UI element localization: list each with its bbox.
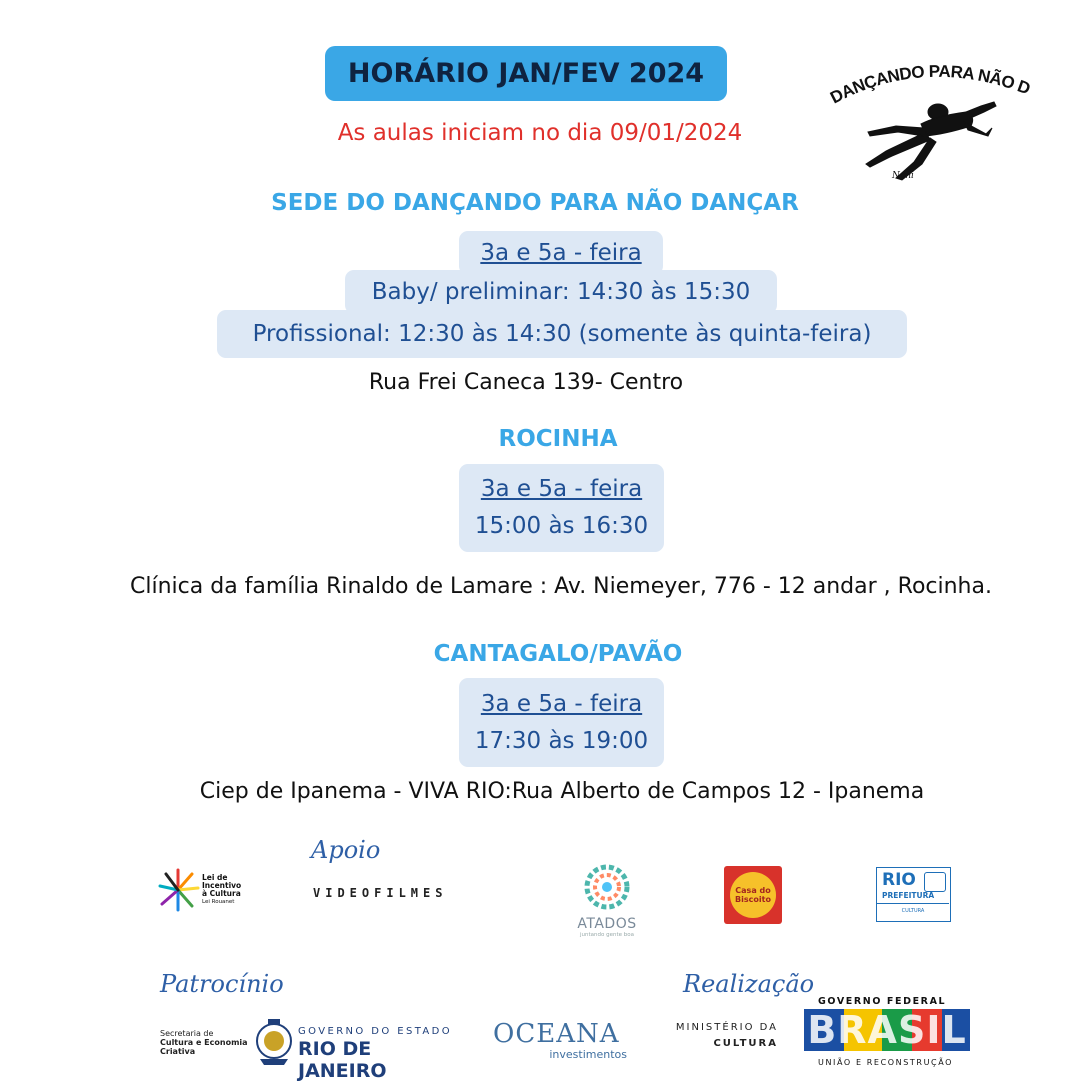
start-date-note: As aulas iniciam no dia 09/01/2024: [337, 120, 743, 146]
svg-text:DANÇANDO PARA NÃO DANÇAR: [826, 36, 1033, 107]
secretaria-text-3: Criativa: [160, 1047, 196, 1056]
lei-text-2: Incentivo: [202, 881, 242, 890]
logo-signature: Nani: [892, 171, 914, 181]
rocinha-time-text: 15:00 às 16:30: [474, 513, 649, 539]
atados-text: ATADOS: [577, 916, 637, 932]
atados-logo: [574, 862, 640, 946]
page-title-badge: [325, 46, 727, 101]
prefeitura-text: PREFEITURA: [882, 891, 935, 900]
page-title: HORÁRIO JAN/FEV 2024: [347, 58, 705, 89]
oceana-logo: [493, 1020, 629, 1061]
casa-biscoito-logo: [724, 866, 782, 924]
rio-text: RIO: [882, 870, 916, 890]
sede-profissional-schedule: [217, 310, 907, 358]
governo-estado-text: GOVERNO DO ESTADO: [298, 1026, 453, 1037]
cantagalo-days-text: 3a e 5a - feira: [480, 690, 643, 717]
uniao-reconstrucao-text: UNIÃO E RECONSTRUÇÃO: [818, 1058, 954, 1067]
atados-flower-icon: [574, 862, 640, 912]
patrocinio-label: Patrocínio: [160, 970, 284, 998]
lei-text-1: Lei de: [202, 873, 228, 882]
rio-de-janeiro-text: RIO DE JANEIRO: [298, 1038, 387, 1082]
rocinha-days-text: 3a e 5a - feira: [480, 476, 643, 502]
sede-days-text: 3a e 5a - feira: [480, 239, 642, 266]
ministerio-cultura-text: CULTURA: [713, 1038, 778, 1049]
section-title-cantagalo: CANTAGALO/PAVÃO: [433, 641, 683, 667]
cantagalo-schedule: [459, 678, 664, 767]
dancando-logo: [826, 36, 1036, 182]
investimentos-text: investimentos: [549, 1048, 627, 1061]
casa-text: Casa do: [735, 886, 771, 895]
logo-text: DANÇANDO PARA NÃO D: [827, 61, 1033, 108]
governo-federal-text: GOVERNO FEDERAL: [818, 996, 947, 1007]
governo-federal-logo: [804, 996, 970, 1074]
secretaria-text-2: Cultura e Economia: [160, 1038, 248, 1047]
section-title-sede: SEDE DO DANÇANDO PARA NÃO DANÇAR: [271, 190, 799, 216]
videofilmes-logo: VIDEOFILMES: [313, 886, 448, 900]
cantagalo-address: Ciep de Ipanema - VIVA RIO:Rua Alberto de Campos 12 - Ipanema: [199, 779, 925, 804]
atados-subtext: juntando gente boa: [580, 932, 634, 938]
cultura-text: CULTURA: [901, 908, 925, 914]
rocinha-address: Clínica da família Rinaldo de Lamare : Av. Niemeyer, 776 - 12 andar , Rocinha.: [130, 574, 992, 599]
lei-incentivo-logo: [158, 868, 248, 912]
governo-estado-logo: [254, 1017, 456, 1082]
rio-crest-icon: [924, 872, 946, 892]
sede-baby-text: Baby/ preliminar: 14:30 às 15:30: [371, 278, 751, 305]
secretaria-logo: [160, 1029, 248, 1056]
lei-text-3: à Cultura: [202, 889, 241, 898]
oceana-text: OCEANA: [493, 1019, 620, 1049]
sede-baby-schedule: [345, 270, 777, 314]
secretaria-text-1: Secretaria de: [160, 1029, 214, 1038]
sede-days: [459, 231, 663, 275]
cantagalo-time-text: 17:30 às 19:00: [474, 727, 649, 754]
ministerio-logo: [668, 1020, 778, 1052]
lei-incentivo-burst-icon: [158, 868, 202, 912]
dancer-figure-icon: [866, 102, 996, 180]
rio-prefeitura-logo: [876, 867, 951, 922]
lei-text-4: Lei Rouanet: [202, 899, 235, 905]
biscoito-text: Biscoito: [735, 895, 771, 904]
rj-coat-of-arms-icon: [254, 1017, 294, 1067]
rocinha-schedule: [459, 464, 664, 552]
sede-profissional-text: Profissional: 12:30 às 14:30 (somente às quinta-feira): [252, 320, 872, 347]
brasil-wordmark: [804, 1009, 970, 1051]
ministerio-text: MINISTÉRIO DA: [675, 1022, 778, 1033]
brasil-text: BRASIL: [807, 1009, 967, 1051]
sede-address: Rua Frei Caneca 139- Centro: [368, 370, 684, 395]
section-title-rocinha: ROCINHA: [498, 426, 618, 452]
apoio-label: Apoio: [311, 836, 381, 864]
realizacao-label: Realização: [683, 970, 815, 998]
